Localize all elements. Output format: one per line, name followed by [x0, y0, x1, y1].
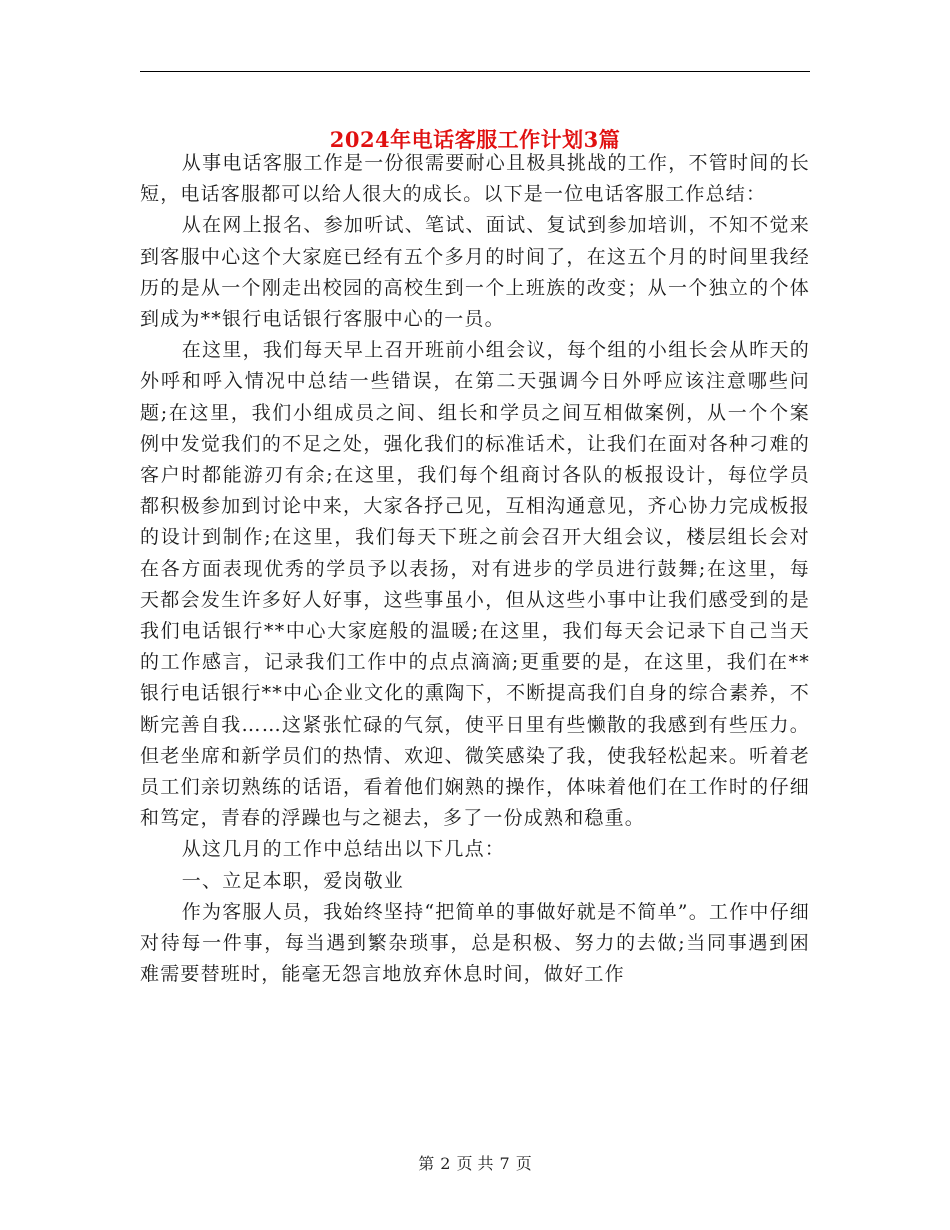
paragraph-training: 从在网上报名、参加听试、笔试、面试、复试到参加培训，不知不觉来到客服中心这个大家庭已经有五个多月的时间了，在这五个月的时间里我经历的是从一个刚走出校园的高校生到一个上班族的改变；从一个独立的个体到成为**银行电话银行客服中心的一员。 [140, 214, 810, 331]
header-rule [140, 71, 810, 72]
paragraph-section-1: 作为客服人员，我始终坚持“把简单的事做好就是不简单”。工作中仔细对待每一件事，每当遇到繁杂琐事，总是积极、努力的去做;当同事遇到困难需要替班时，能毫无怨言地放弃休息时间，做好工作 [140, 900, 810, 986]
paragraph-summary-lead: 从这几月的工作中总结出以下几点： [181, 838, 505, 861]
section-heading-1: 一、立足本职，爱岗敬业 [181, 869, 404, 892]
paragraph-daily-life: 在这里，我们每天早上召开班前小组会议，每个组的小组长会从昨天的外呼和呼入情况中总结一些错误，在第二天强调今日外呼应该注意哪些问题;在这里，我们小组成员之间、组长和学员之间互相做案例，从一个个案例中发觉我们的不足之处，强化我们的标准话术，让我们在面对各种刁难的客户时都能游刃有余;在这里，我们每个组商讨各队的板报设计，每位学员都积极参加到讨论中来，大家各抒己见，互相沟通意见，齐心协力完成板报的设计到制作;在这里，我们每天下班之前会召开大组会议，楼层组长会对在各方面表现优秀的学员予以表扬，对有进步的学员进行鼓舞;在这里，每天都会发生许多好人好事，这些事虽小，但从这些小事中让我们感受到的是我们电话银行**中心大家庭般的温暖;在这里，我们每天会记录下自己当天的工作感言，记录我们工作中的点点滴滴;更重要的是，在这里，我们在**银行电话银行**中心企业文化的熏陶下，不断提高我们自身的综合素养，不断完善自我……这紧张忙碌的气氛，使平日里有些懒散的我感到有些压力。但老坐席和新学员们的热情、欢迎、微笑感染了我，使我轻松起来。听着老员工们亲切熟练的话语，看着他们娴熟的操作，体味着他们在工作时的仔细和笃定，青春的浮躁也与之褪去，多了一份成熟和稳重。 [140, 339, 810, 830]
page-label-suffix: 页 [515, 1154, 532, 1173]
page-number-total: 7 [499, 1154, 510, 1173]
page-footer [0, 1152, 950, 1176]
page-number-current: 2 [440, 1154, 451, 1173]
document-title: 2024年电话客服工作计划3篇 [329, 127, 621, 153]
page-label-mid: 页 共 [456, 1154, 494, 1173]
paragraph-intro: 从事电话客服工作是一份很需要耐心且极具挑战的工作，不管时间的长短，电话客服都可以给人很大的成长。以下是一位电话客服工作总结： [140, 152, 810, 206]
page-label-prefix: 第 [418, 1154, 435, 1173]
document-body [140, 148, 810, 990]
